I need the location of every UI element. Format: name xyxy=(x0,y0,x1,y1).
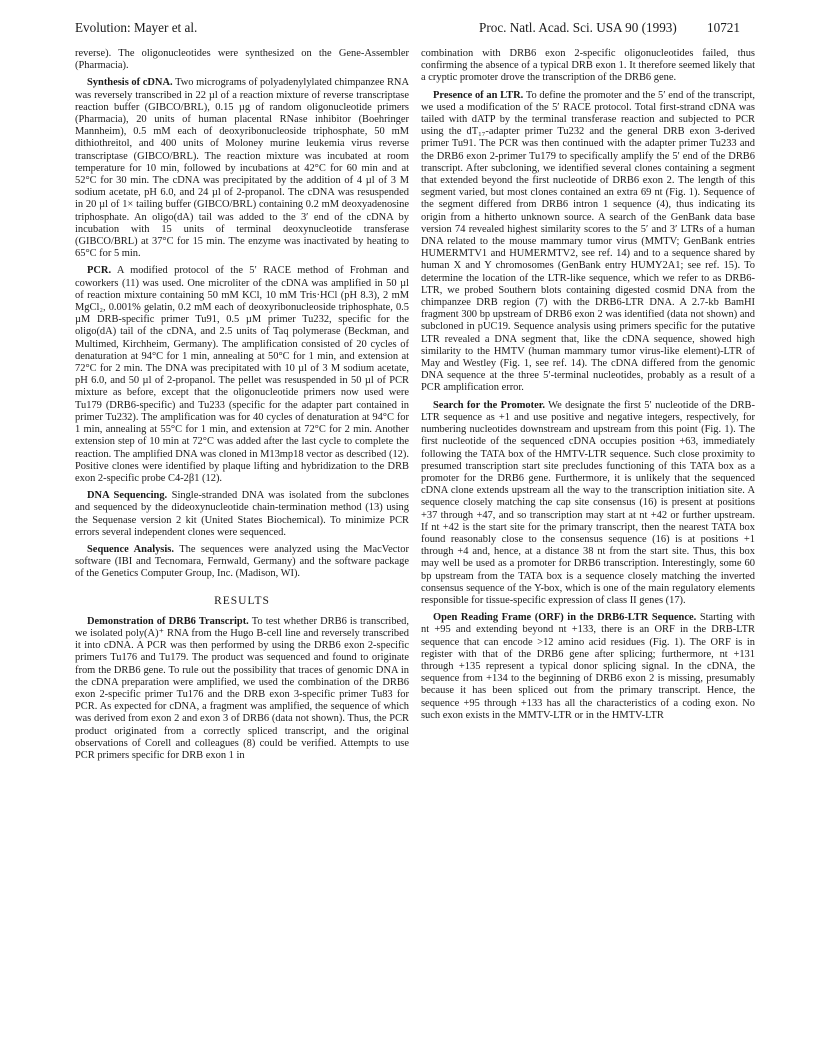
results-heading: RESULTS xyxy=(214,594,270,607)
paragraph-orf: Open Reading Frame (ORF) in the DRB6-LTR Sequence. Starting with nt +95 and extending beyond nt +133, there is an ORF in the DRB-LTR sequence that can encode >12 amino acid residues (Fig. 1). The ORF is in register with that of the DRB6 gene after splicing; furthermore, nt +131 through +135 represent a typical donor splicing signal. In the cDNA, the sequence from +134 to the beginning of DRB6 exon 2 is missing, presumably because it has been spliced out from the primary transcript. Hence, the sequence +95 through +133 has all the characteristics of a coding exon. No such exon exists in the MMTV-LTR or in the HMTV-LTR xyxy=(421,612,756,721)
section-head-sequencing: DNA Sequencing. xyxy=(87,490,168,502)
section-head-ltr: Presence of an LTR. xyxy=(433,89,524,101)
section-head-orf: Open Reading Frame (ORF) in the DRB6-LTR Sequence. xyxy=(433,612,697,624)
paragraph-sequence-analysis: Sequence Analysis. The sequences were analyzed using the MacVector software (IBI and Tecnomara, Fernwald, Germany) and the software package of the Genetics Computer Group, Inc. (Madison, WI). xyxy=(75,543,409,580)
running-header-journal: Proc. Natl. Acad. Sci. USA 90 (1993) xyxy=(479,20,677,35)
paragraph-continued: combination with DRB6 exon 2-specific oligonucleotides failed, thus confirming the absence of a typical DRB exon 1. It therefore seemed likely that a cryptic promoter drove the transcription of the DRB6 gene. xyxy=(421,48,755,84)
paragraph-promoter: Search for the Promoter. We designate the first 5′ nucleotide of the DRB-LTR sequence as +1 and use positive and negative integers, respectively, for numbering nucleotides downstream and upstream from this point (Fig. 1). The first nucleotide of the sequenced cDNA occupies position +63, immediately following the TATA box of the HMTV-LTR sequence. Such close proximity to presumed transcription start site precludes functioning of this TATA box as a promoter for the DRB6 gene. Furthermore, it is unlikely that the sequenced cDNA clone extends upstream all the way to the transcription initiation site. A sequence closely matching the cap site consensus (16) is present at positions +37 through +47, and so transcription may start at nt +42 or further upstream. If nt +42 is the start site for the primary transcript, then the nearest TATA box found reasonably close to the consensus sequence (16) is at positions +1 through +4 and, hence, at a distance 38 nt from the start site. Thus, this box may well be used as a promoter for DRB6 transcription. Interestingly, some 60 bp upstream from the TATA box is a sequence closely matching the inverted consensus sequence of the Y-box, which is one of the main regulatory elements responsible for tissue-specific expression of class II genes (17). xyxy=(421,399,755,606)
paragraph-cdna-synthesis: Synthesis of cDNA. Two micrograms of polyadenylylated chimpanzee RNA was reversely transcribed in 22 µl of a reaction mixture of reverse transcriptase reaction buffer (GIBCO/BRL), 0.15 µg of random oligonucleotide primers (Pharmacia), 20 units of human placental RNase inhibitor (Boehringer Mannheim), 0.5 mM each of deoxyribonucleoside triphosphate, 50 mM dithiothreitol, and 400 units of Moloney murine leukemia virus reverse transcriptase (GIBCO/BRL). The reaction mixture was incubated at room temperature for 10 min, followed by incubations at 42°C for 60 min and at 52°C for 30 min. The cDNA was precipitated by the addition of 4 µl of 3 M sodium acetate, pH 6.0, and 24 µl of 2-propanol. The cDNA was resuspended in 20 µl of 1× tailing buffer (GIBCO/BRL) containing 0.2 mM deoxyadenosine triphosphate. An oligo(dA) tail was added to the 3′ end of the cDNA by incubation with 15 units of terminal deoxynucleotide transferase (GIBCO/BRL) at 37°C for 15 min. The enzyme was inactivated by heating to 65°C for 5 min. xyxy=(75,77,409,260)
page-number: 10721 xyxy=(707,20,740,35)
paragraph-pcr: PCR. A modified protocol of the 5′ RACE method of Frohman and coworkers (11) was used. One microliter of the cDNA was amplified in 50 µl of reaction mixture containing 50 mM KCl, 10 mM Tris·HCl (pH 8.3), 2 mM MgCl₂, 0.001% gelatin, 0.2 mM each of deoxyribonucleoside triphosphate, 0.5 µM DRB-specific primer Tu91, 0.5 µM primer Tu232, specific for the oligo(dA) tail of the cDNA, and 2.5 units of Taq polymerase (Beckman, and Multimed, Kirchheim, Germany). The amplification consisted of 20 cycles of denaturation at 94°C for 1 min, annealing at 50°C for 1 min, and extension at 72°C for 2 min. The DNA was precipitated with 10 µl of 3 M sodium acetate, pH 6.0, and 50 µl of 2-propanol. The pellet was resuspended in 50 µl of PCR mixture as before, except that the oligonucleotide primers now used were Tu179 (DRB6-specific) and Tu233 (specific for the adapter part contained in primer Tu232). The amplification was for 40 cycles of denaturation at 94°C for 1 min, annealing at 55°C for 1 min, and extension at 72°C for 2 min. Another extension step of 10 min at 72°C was added after the last cycle to complete the reaction. The amplified DNA was cloned in M13mp18 vector as described (12). Positive clones were identified by plaque lifting and hybridization to the DRB exon 2-specific probe C4-2β1 (12). xyxy=(75,265,409,484)
paragraph-ltr: Presence of an LTR. To define the promoter and the 5′ end of the transcript, we used a modification of the 5′ RACE protocol. Total first-strand cDNA was tailed with dATP by the terminal transferase reaction and subjected to PCR using the dT₁₇-adapter primer Tu232 and the general DRB exon 3-derived primer Tu91. The PCR was then continued with the adapter primer Tu233 and the DRB6 exon 2-primer Tu179 to specifically amplify the 5′ end of the DRB6 transcript. After subcloning, we identified several clones containing a segment that extended beyond the first nucleotide of DRB6 exon 2. The length of this segment varied, but most clones contained an extra 69 nt (Fig. 1). Sequence of the segment differed from DRB6 intron 1 sequence (4), thus indicating its origin from a hitherto unknown source. A search of the GenBank data base version 74 revealed highest similarity scores to the 5′ and 3′ LTRs of a human DNA related to the mouse mammary tumor virus (MMTV; GenBank entries HUMERMTV1 and HUMERMTV2, see ref. 14) and to a sequence shared by human X and Y chromosomes (GenBank entry HUMY2A1; see ref. 15). To determine the location of the LTR-like sequence, which we refer to as DRB6-LTR, we probed Southern blots containing digested cosmid DNA from the chimpanzee DRB region (7) with the DRB6-LTR DNA. A 2.7-kb BamHI fragment 300 bp upstream of DRB6 exon 2 was identified (data not shown) and subcloned in pUC19. Sequence analysis using primers specific for the putative LTR revealed a DNA segment that, like the cDNA sequence, showed high similarity to the HMTV (human mammary tumor virus-like element)-LTR of May and Westley (Fig. 1, see ref. 14). The cDNA differed from the genomic DNA sequence at the three 5′-terminal nucleotides, probably as a result of a PCR amplification error. xyxy=(421,89,756,394)
paragraph-intro: reverse). The oligonucleotides were synthesized on the Gene-Assembler (Pharmacia). xyxy=(75,48,409,72)
section-head-promoter: Search for the Promoter. xyxy=(433,399,545,411)
left-column xyxy=(75,48,409,762)
paragraph-dna-sequencing: DNA Sequencing. Single-stranded DNA was isolated from the subclones and sequenced by the dideoxynucleotide chain-termination method (13) using the Sequenase version 2 kit (United States Biochemical). To minimize PCR errors several independent clones were sequenced. xyxy=(75,490,409,538)
running-header-left: Evolution: Mayer et al. xyxy=(75,20,198,35)
section-head-demonstration: Demonstration of DRB6 Transcript. xyxy=(87,615,249,627)
section-head-analysis: Sequence Analysis. xyxy=(87,543,174,555)
section-head-pcr: PCR. xyxy=(87,265,112,277)
section-head-cdna: Synthesis of cDNA. xyxy=(87,77,173,89)
right-column xyxy=(421,48,755,722)
paragraph-demonstration: Demonstration of DRB6 Transcript. To test whether DRB6 is transcribed, we isolated poly(A)⁺ RNA from the Hugo B-cell line and reversely transcribed it into cDNA. A PCR was then performed by using the DRB6 exon 2-specific primers Tu176 and Tu179. The product was sequenced and found to originate from the DRB6 gene. To rule out the possibility that traces of genomic DNA in the cDNA preparation were amplified, we used the combination of the DRB6 exon 2-specific primer Tu176 and the DRB exon 3-specific primer Tu83 for PCR. As expected for cDNA, a fragment was amplified, the sequence of which was derived from exon 2 and exon 3 of DRB6 (data not shown). Thus, the PCR product originated from a correctly spliced transcript, and the original observations of Corell and colleagues (8) could be verified. Attempts to use PCR primers specific for DRB exon 1 in xyxy=(75,615,410,761)
